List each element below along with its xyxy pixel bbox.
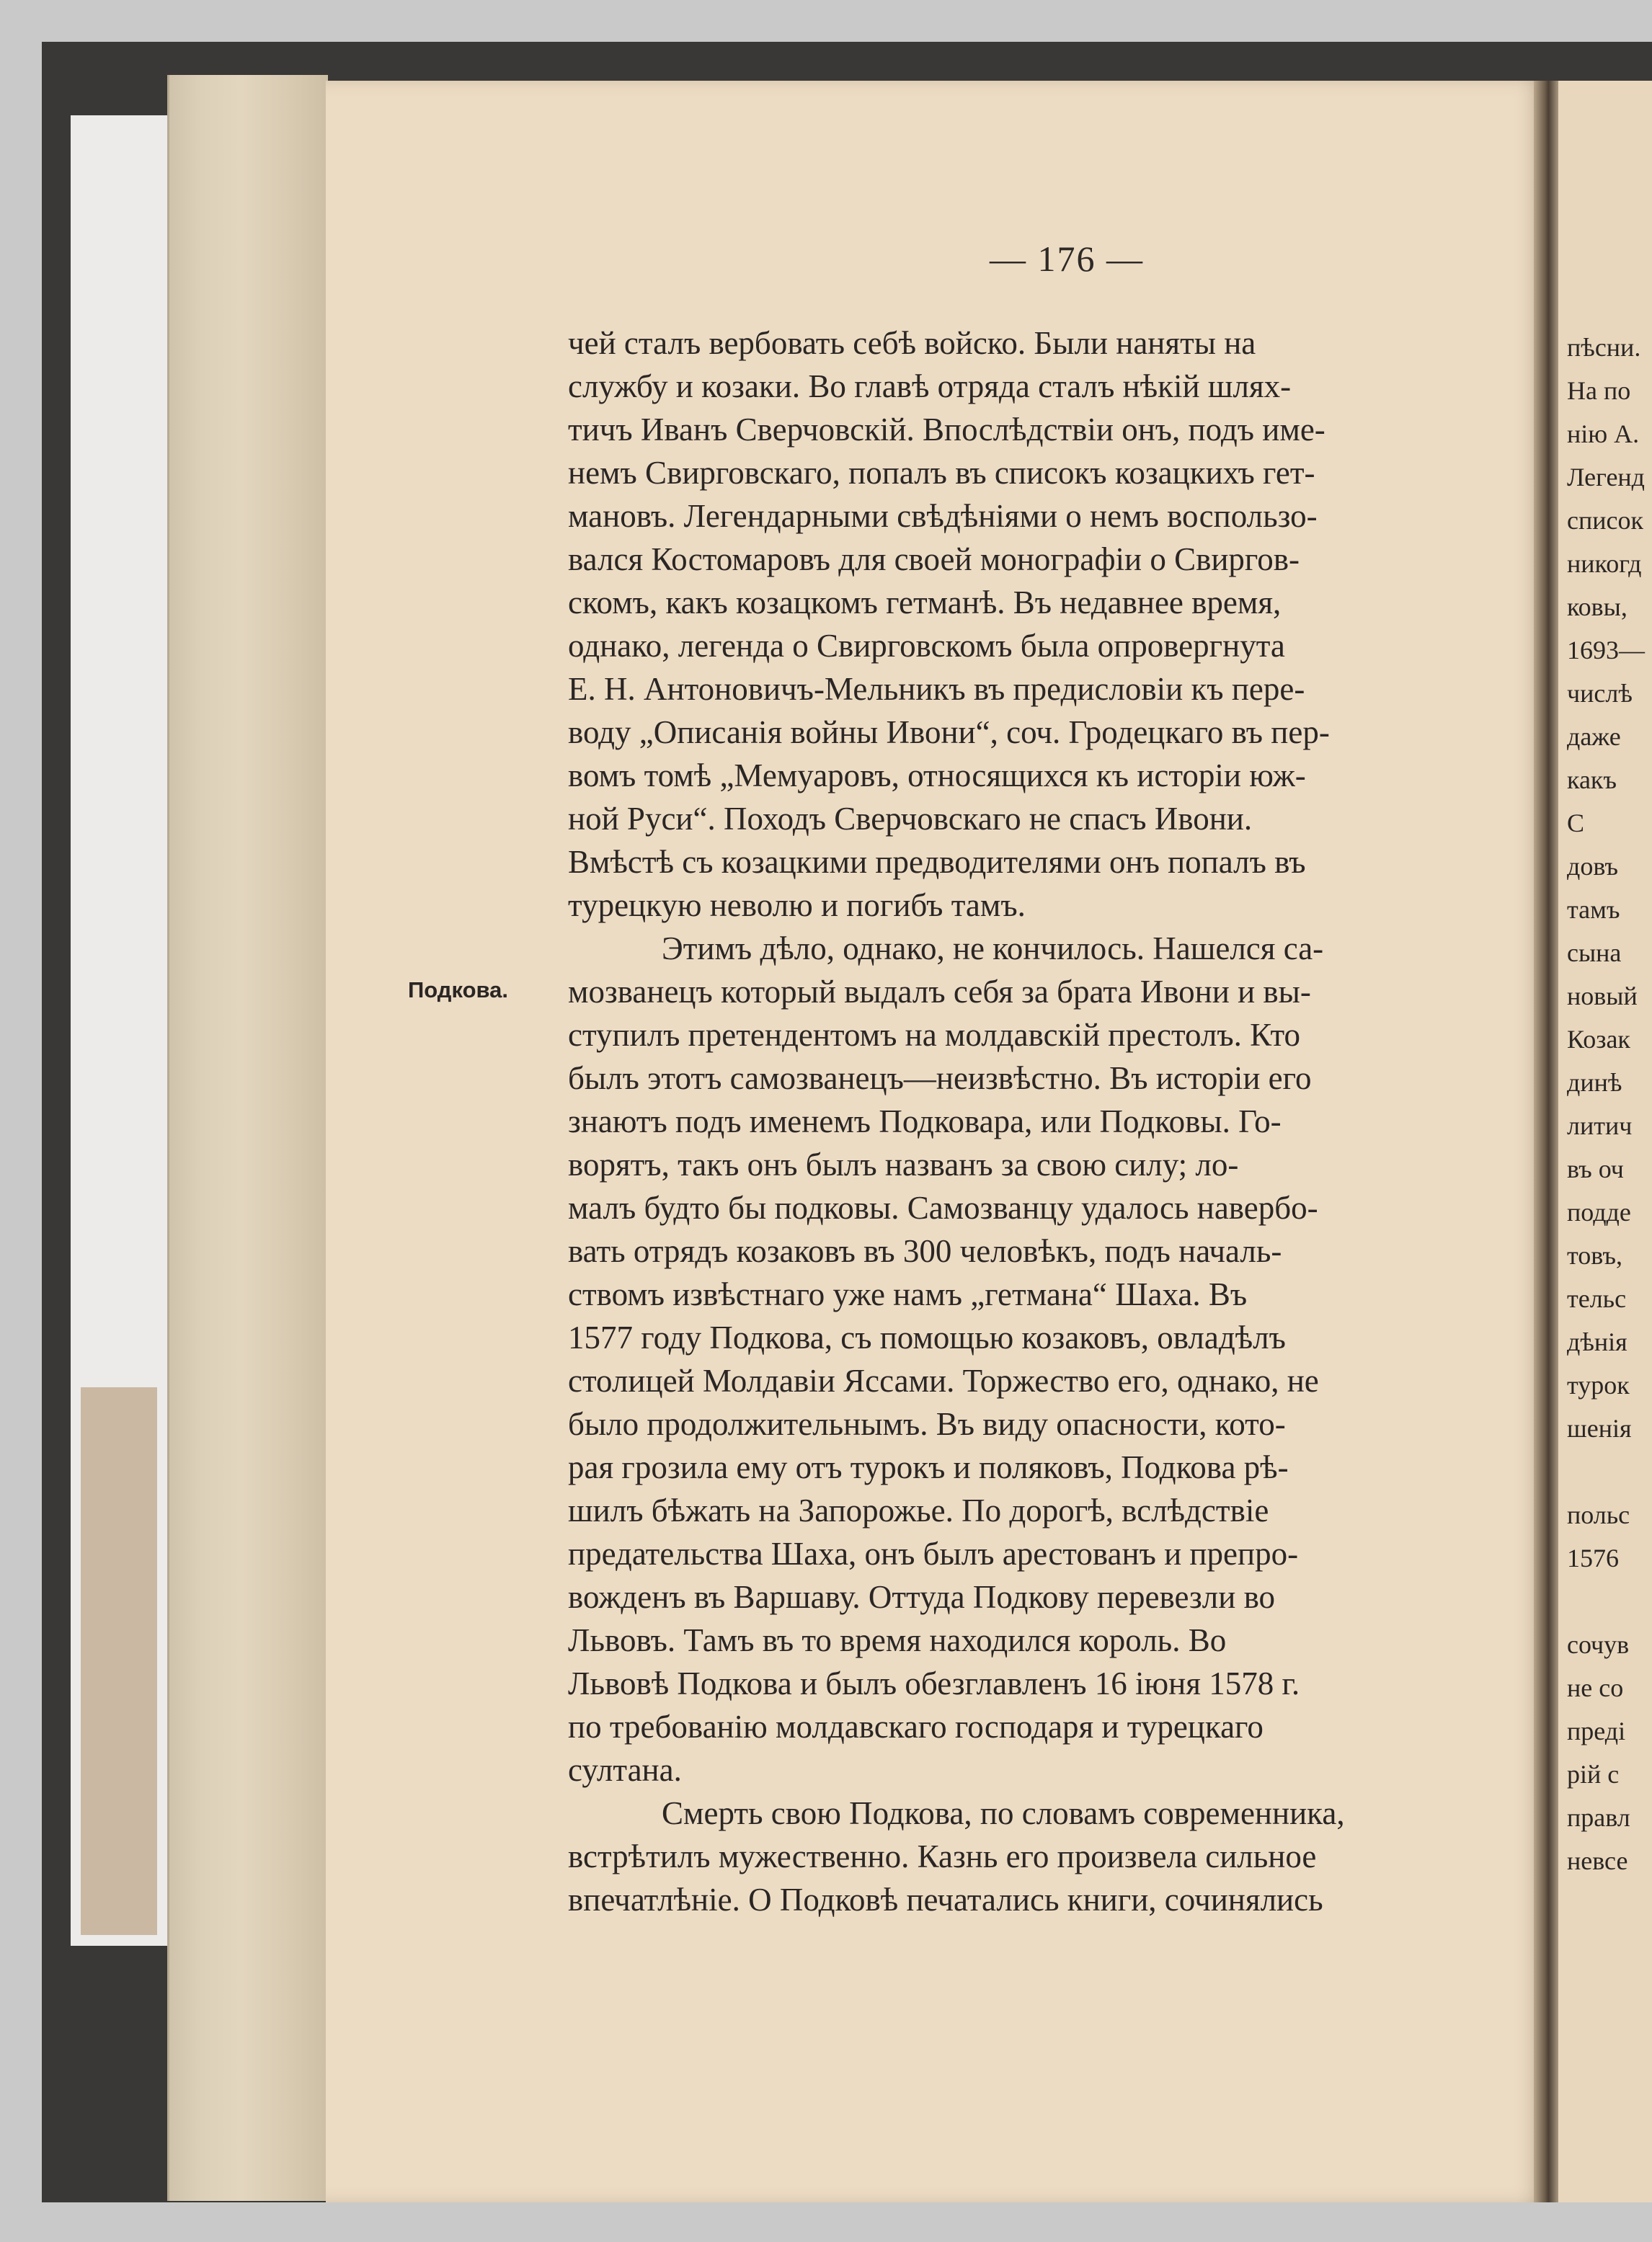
text-line: ступилъ претендентомъ на молдавскій престолъ. Кто (568, 1017, 1301, 1053)
text-line: малъ будто бы подковы. Самозванцу удалось навербо- (568, 1190, 1318, 1226)
text-line (1567, 1450, 1652, 1493)
text-line: никогд (1567, 549, 1642, 578)
text-line: тельс (1567, 1284, 1627, 1313)
text-line: Вмѣстѣ съ козацкими предводителями онъ попалъ въ (568, 844, 1306, 880)
text-line: литич (1567, 1111, 1633, 1140)
text-line: чей сталъ вербовать себѣ войско. Были наняты на (568, 325, 1256, 361)
text-line: Львовѣ Подкова и былъ обезглавленъ 16 іюня 1578 г. (568, 1665, 1300, 1701)
text-line: шилъ бѣжать на Запорожье. По дорогѣ, вслѣдствіе (568, 1493, 1269, 1529)
body-text (568, 321, 1534, 1921)
text-line: мановъ. Легендарными свѣдѣніями о немъ воспользо- (568, 498, 1318, 534)
text-line: сочув (1567, 1630, 1630, 1659)
next-page-text (1567, 326, 1652, 1882)
text-line: впечатлѣніе. О Подковѣ печатались книги, сочинялись (568, 1882, 1323, 1918)
text-line: 1576 (1567, 1544, 1619, 1572)
text-line: довъ (1567, 852, 1619, 881)
text-line: столицей Молдавіи Яссами. Торжество его, однако, не (568, 1363, 1319, 1399)
text-line: рая грозила ему отъ турокъ и поляковъ, Подкова рѣ- (568, 1449, 1289, 1485)
text-line: правл (1567, 1803, 1630, 1832)
text-line: вался Костомаровъ для своей монографіи о Свиргов- (568, 541, 1300, 577)
text-line: тамъ (1567, 895, 1620, 924)
text-line: вать отрядъ козаковъ въ 300 человѣкъ, подъ началь- (568, 1233, 1282, 1269)
text-line: султана. (568, 1752, 682, 1788)
text-line: нію А. (1567, 419, 1640, 448)
text-line: дѣнія (1567, 1327, 1627, 1356)
margin-note: Подкова. (408, 977, 509, 1002)
text-line: ворятъ, такъ онъ былъ названъ за свою силу; ло- (568, 1147, 1239, 1183)
text-line: въ оч (1567, 1155, 1624, 1183)
text-line: былъ этотъ самозванецъ—неизвѣстно. Въ исторіи его (568, 1060, 1312, 1096)
text-line: товъ, (1567, 1241, 1622, 1270)
text-line: турок (1567, 1371, 1630, 1400)
text-line: Е. Н. Антоновичъ-Мельникъ въ предисловіи къ пере- (568, 671, 1305, 707)
left-margin-tab (81, 1387, 157, 1935)
text-line: вожденъ въ Варшаву. Оттуда Подкову перевезли во (568, 1579, 1276, 1615)
text-line: предательства Шаха, онъ былъ арестованъ и препро- (568, 1536, 1299, 1572)
text-line: турецкую неволю и погибъ тамъ. (568, 887, 1026, 923)
text-line: немъ Свирговскаго, попалъ въ списокъ козацкихъ гет- (568, 455, 1315, 491)
text-line: динѣ (1567, 1068, 1622, 1097)
text-line: Козак (1567, 1025, 1630, 1054)
text-line: Этимъ дѣло, однако, не кончилось. Нашелся са- (662, 930, 1324, 966)
text-line: мозванецъ который выдалъ себя за брата Ивони и вы- (568, 974, 1311, 1010)
text-line: вомъ томѣ „Мемуаровъ, относящихся къ исторіи юж- (568, 757, 1306, 793)
text-line: тичъ Иванъ Сверчовскій. Впослѣдствіи онъ, подъ име- (568, 412, 1325, 448)
book-gutter (1534, 81, 1558, 2202)
text-line: 1693— (1567, 636, 1645, 664)
text-line: однако, легенда о Свирговскомъ была опровергнута (568, 628, 1285, 664)
text-line: сына (1567, 938, 1622, 967)
text-line: Легенд (1567, 463, 1645, 491)
text-line: Львовъ. Тамъ въ то время находился король. Во (568, 1622, 1227, 1658)
text-line: рій с (1567, 1760, 1620, 1789)
scan-bottom-border (0, 2202, 1652, 2242)
text-line: воду „Описанія войны Ивони“, соч. Гродецкаго въ пер- (568, 714, 1330, 750)
text-line: На по (1567, 376, 1631, 405)
text-line: шенія (1567, 1414, 1632, 1443)
text-line: встрѣтилъ мужественно. Казнь его произвела сильное (568, 1838, 1317, 1874)
text-line: не со (1567, 1673, 1624, 1702)
text-line: по требованію молдавскаго господаря и турецкаго (568, 1709, 1264, 1745)
text-line: преді (1567, 1717, 1626, 1745)
text-line: подде (1567, 1198, 1631, 1227)
book-page-edges (167, 75, 328, 2201)
text-line: числѣ (1567, 679, 1633, 708)
text-line: знаютъ подъ именемъ Подковара, или Подковы. Го- (568, 1103, 1282, 1139)
page-number: — 176 — (990, 239, 1144, 279)
text-line: пѣсни. (1567, 333, 1641, 362)
text-line: ковы, (1567, 592, 1627, 621)
text-line: ной Руси“. Походъ Сверчовскаго не спасъ Ивони. (568, 801, 1253, 837)
text-line: новый (1567, 982, 1638, 1010)
text-line: список (1567, 506, 1643, 535)
text-line: Смерть свою Подкова, по словамъ современника, (662, 1795, 1345, 1831)
text-line: С (1567, 809, 1585, 837)
text-line: даже (1567, 722, 1621, 751)
text-line: 1577 году Подкова, съ помощью козаковъ, овладѣлъ (568, 1320, 1286, 1356)
text-line: невсе (1567, 1846, 1628, 1875)
text-line (1567, 1580, 1652, 1623)
text-line: скомъ, какъ козацкомъ гетманѣ. Въ недавнее время, (568, 584, 1282, 620)
text-line: было продолжительнымъ. Въ виду опасности, кото- (568, 1406, 1286, 1442)
text-line: ствомъ извѣстнаго уже намъ „гетмана“ Шаха. Въ (568, 1276, 1248, 1312)
text-line: польс (1567, 1500, 1630, 1529)
text-line: службу и козаки. Во главѣ отряда сталъ нѣкій шлях- (568, 368, 1292, 404)
text-line: какъ (1567, 765, 1617, 794)
